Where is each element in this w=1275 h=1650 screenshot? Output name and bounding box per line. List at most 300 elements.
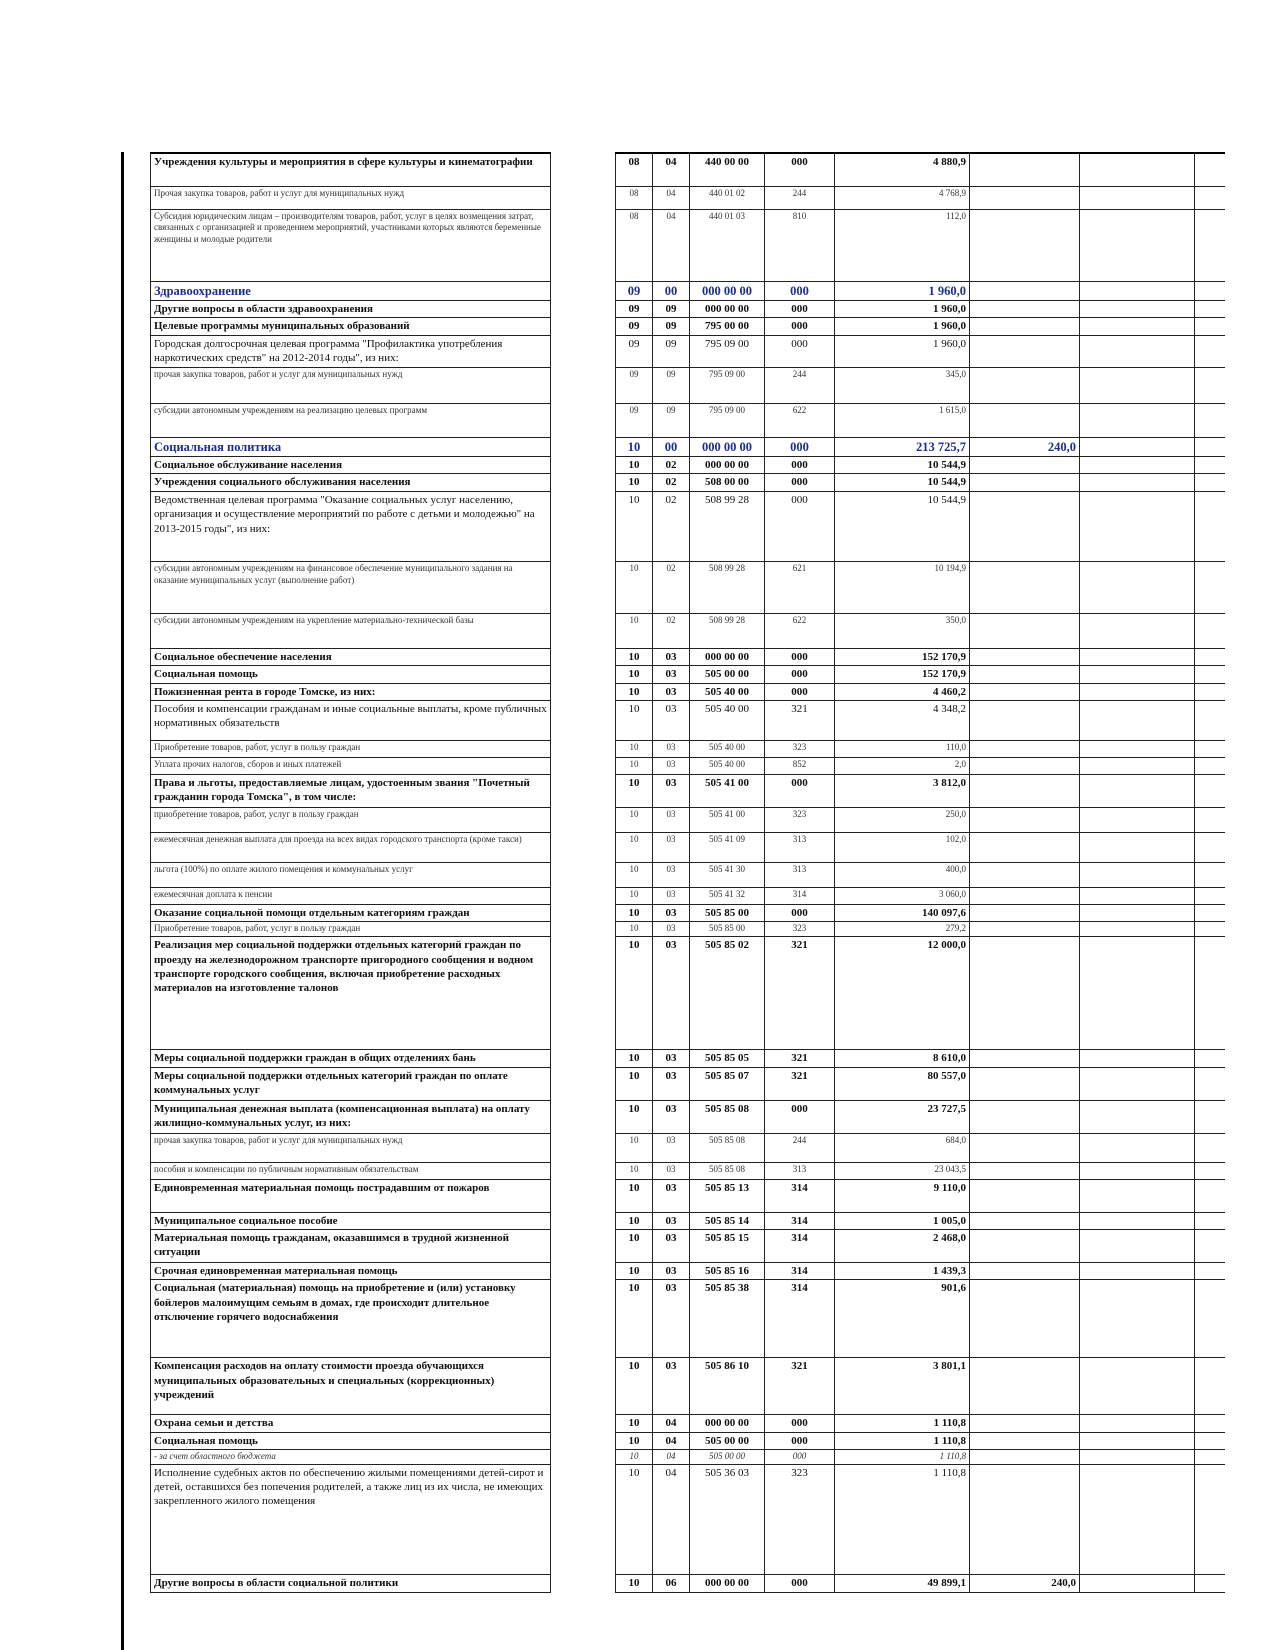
edge-cell: [1195, 666, 1225, 683]
row-additional-amount: [970, 186, 1080, 209]
row-amount: 23 727,5: [835, 1100, 970, 1133]
row-expense-type: 244: [765, 367, 835, 403]
edge-cell: [1195, 403, 1225, 437]
row-subsection-code: 02: [653, 614, 690, 649]
row-amount: 2 468,0: [835, 1229, 970, 1262]
row-expense-type: 000: [765, 336, 835, 368]
row-target-code: 795 09 00: [690, 403, 765, 437]
gap-cell: [551, 437, 616, 456]
row-subsection-code: 02: [653, 456, 690, 473]
gap-cell: [551, 683, 616, 700]
row-name: Исполнение судебных актов по обеспечению жилыми помещениями детей-сирот и детей, оставшихся без попечения родителей, а также лиц из их числа, не имеющих закрепленного жилого помещения: [151, 1464, 551, 1574]
row-additional-amount: [970, 775, 1080, 808]
row-amount: 1 960,0: [835, 336, 970, 368]
blank-cell: [1080, 318, 1195, 336]
edge-cell: [1195, 1133, 1225, 1162]
gap-cell: [551, 758, 616, 775]
table-row: [151, 1574, 1225, 1592]
row-additional-amount: [970, 614, 1080, 649]
row-expense-type: 000: [765, 775, 835, 808]
row-subsection-code: 03: [653, 1262, 690, 1279]
row-section-code: 10: [616, 1464, 653, 1574]
row-additional-amount: [970, 1133, 1080, 1162]
row-section-code: 10: [616, 562, 653, 614]
row-subsection-code: 09: [653, 336, 690, 368]
row-additional-amount: [970, 701, 1080, 741]
blank-cell: [1080, 186, 1195, 209]
row-section-code: 09: [616, 281, 653, 300]
edge-cell: [1195, 1280, 1225, 1358]
row-section-code: 10: [616, 1162, 653, 1179]
row-expense-type: 000: [765, 1100, 835, 1133]
row-expense-type: 621: [765, 562, 835, 614]
row-section-code: 10: [616, 741, 653, 758]
row-subsection-code: 03: [653, 1067, 690, 1100]
blank-cell: [1080, 281, 1195, 300]
row-additional-amount: [970, 758, 1080, 775]
table-row: [151, 367, 1225, 403]
row-additional-amount: [970, 683, 1080, 700]
row-subsection-code: 00: [653, 281, 690, 300]
blank-cell: [1080, 1162, 1195, 1179]
blank-cell: [1080, 649, 1195, 666]
row-amount: 80 557,0: [835, 1067, 970, 1100]
row-expense-type: 000: [765, 492, 835, 562]
row-target-code: 505 41 30: [690, 863, 765, 888]
row-section-code: 10: [616, 1280, 653, 1358]
row-subsection-code: 03: [653, 922, 690, 937]
row-amount: 10 544,9: [835, 492, 970, 562]
row-target-code: 505 36 03: [690, 1464, 765, 1574]
row-expense-type: 323: [765, 1464, 835, 1574]
row-subsection-code: 03: [653, 683, 690, 700]
table-row: [151, 437, 1225, 456]
table-row: [151, 281, 1225, 300]
table-row: [151, 1464, 1225, 1574]
row-expense-type: 323: [765, 922, 835, 937]
row-name: Здравоохранение: [151, 281, 551, 300]
row-name: - за счет областного бюджета: [151, 1449, 551, 1464]
row-amount: 152 170,9: [835, 666, 970, 683]
edge-cell: [1195, 1415, 1225, 1432]
row-subsection-code: 03: [653, 1050, 690, 1067]
row-target-code: 505 85 16: [690, 1262, 765, 1279]
row-target-code: 505 85 08: [690, 1100, 765, 1133]
table-row: [151, 1229, 1225, 1262]
row-target-code: 000 00 00: [690, 437, 765, 456]
blank-cell: [1080, 1133, 1195, 1162]
blank-cell: [1080, 562, 1195, 614]
row-name: Права и льготы, предоставляемые лицам, удостоенным звания "Почетный гражданин города Томска", в том числе:: [151, 775, 551, 808]
row-target-code: 000 00 00: [690, 649, 765, 666]
table-row: [151, 614, 1225, 649]
row-amount: 23 043,5: [835, 1162, 970, 1179]
row-target-code: 505 85 02: [690, 937, 765, 1050]
table-row: [151, 649, 1225, 666]
row-amount: 213 725,7: [835, 437, 970, 456]
table-row: [151, 1133, 1225, 1162]
table-row: [151, 937, 1225, 1050]
row-section-code: 10: [616, 863, 653, 888]
gap-cell: [551, 937, 616, 1050]
row-expense-type: 000: [765, 437, 835, 456]
row-amount: 1 960,0: [835, 318, 970, 336]
row-additional-amount: [970, 153, 1080, 186]
table-row: [151, 701, 1225, 741]
edge-cell: [1195, 905, 1225, 922]
row-name: Материальная помощь гражданам, оказавшимся в трудной жизненной ситуации: [151, 1229, 551, 1262]
edge-cell: [1195, 318, 1225, 336]
row-section-code: 10: [616, 775, 653, 808]
row-section-code: 09: [616, 336, 653, 368]
blank-cell: [1080, 1179, 1195, 1212]
gap-cell: [551, 1162, 616, 1179]
row-name: Учреждения культуры и мероприятия в сфере культуры и кинематографии: [151, 153, 551, 186]
row-additional-amount: [970, 318, 1080, 336]
edge-cell: [1195, 1179, 1225, 1212]
row-target-code: 508 99 28: [690, 492, 765, 562]
row-amount: 400,0: [835, 863, 970, 888]
row-target-code: 505 40 00: [690, 683, 765, 700]
row-expense-type: 321: [765, 1067, 835, 1100]
row-additional-amount: [970, 1100, 1080, 1133]
table-row: [151, 318, 1225, 336]
edge-cell: [1195, 209, 1225, 281]
row-subsection-code: 04: [653, 153, 690, 186]
gap-cell: [551, 1212, 616, 1229]
row-expense-type: 810: [765, 209, 835, 281]
row-amount: 140 097,6: [835, 905, 970, 922]
row-target-code: 505 40 00: [690, 758, 765, 775]
row-section-code: 08: [616, 186, 653, 209]
row-subsection-code: 09: [653, 403, 690, 437]
edge-cell: [1195, 1449, 1225, 1464]
row-amount: 10 194,9: [835, 562, 970, 614]
edge-cell: [1195, 1229, 1225, 1262]
edge-cell: [1195, 1050, 1225, 1067]
edge-cell: [1195, 437, 1225, 456]
blank-cell: [1080, 336, 1195, 368]
blank-cell: [1080, 1574, 1195, 1592]
row-subsection-code: 04: [653, 186, 690, 209]
row-amount: 3 801,1: [835, 1358, 970, 1415]
row-additional-amount: [970, 1050, 1080, 1067]
row-additional-amount: [970, 1229, 1080, 1262]
row-target-code: 440 00 00: [690, 153, 765, 186]
row-section-code: 09: [616, 403, 653, 437]
gap-cell: [551, 666, 616, 683]
row-additional-amount: [970, 922, 1080, 937]
row-expense-type: 313: [765, 863, 835, 888]
row-section-code: 08: [616, 209, 653, 281]
row-section-code: 10: [616, 1574, 653, 1592]
row-additional-amount: [970, 1280, 1080, 1358]
edge-cell: [1195, 833, 1225, 863]
row-subsection-code: 03: [653, 833, 690, 863]
gap-cell: [551, 336, 616, 368]
blank-cell: [1080, 922, 1195, 937]
blank-cell: [1080, 403, 1195, 437]
row-amount: 1 110,8: [835, 1464, 970, 1574]
gap-cell: [551, 281, 616, 300]
row-name: прочая закупка товаров, работ и услуг для муниципальных нужд: [151, 1133, 551, 1162]
row-additional-amount: [970, 492, 1080, 562]
edge-cell: [1195, 1358, 1225, 1415]
row-name: Приобретение товаров, работ, услуг в пользу граждан: [151, 741, 551, 758]
blank-cell: [1080, 209, 1195, 281]
blank-cell: [1080, 1358, 1195, 1415]
row-section-code: 10: [616, 922, 653, 937]
row-section-code: 09: [616, 367, 653, 403]
row-target-code: 505 40 00: [690, 741, 765, 758]
row-amount: 901,6: [835, 1280, 970, 1358]
row-section-code: 10: [616, 1212, 653, 1229]
edge-cell: [1195, 562, 1225, 614]
row-amount: 12 000,0: [835, 937, 970, 1050]
row-section-code: 10: [616, 833, 653, 863]
edge-cell: [1195, 741, 1225, 758]
row-name: Уплата прочих налогов, сборов и иных платежей: [151, 758, 551, 775]
row-expense-type: 000: [765, 683, 835, 700]
row-additional-amount: 240,0: [970, 437, 1080, 456]
gap-cell: [551, 888, 616, 905]
row-target-code: 505 85 13: [690, 1179, 765, 1212]
table-row: [151, 775, 1225, 808]
gap-cell: [551, 1464, 616, 1574]
row-name: пособия и компенсации по публичным нормативным обязательствам: [151, 1162, 551, 1179]
row-target-code: 505 41 00: [690, 775, 765, 808]
row-amount: 250,0: [835, 808, 970, 833]
row-expense-type: 321: [765, 937, 835, 1050]
gap-cell: [551, 300, 616, 317]
row-subsection-code: 03: [653, 649, 690, 666]
row-subsection-code: 03: [653, 701, 690, 741]
row-additional-amount: [970, 905, 1080, 922]
row-subsection-code: 02: [653, 492, 690, 562]
row-subsection-code: 03: [653, 1229, 690, 1262]
gap-cell: [551, 833, 616, 863]
row-additional-amount: [970, 666, 1080, 683]
row-section-code: 10: [616, 1179, 653, 1212]
row-amount: 2,0: [835, 758, 970, 775]
table-row: [151, 808, 1225, 833]
gap-cell: [551, 1067, 616, 1100]
gap-cell: [551, 492, 616, 562]
row-expense-type: 244: [765, 186, 835, 209]
row-additional-amount: [970, 474, 1080, 492]
row-expense-type: 321: [765, 701, 835, 741]
row-name: Меры социальной поддержки граждан в общих отделениях бань: [151, 1050, 551, 1067]
blank-cell: [1080, 456, 1195, 473]
gap-cell: [551, 649, 616, 666]
row-section-code: 10: [616, 1262, 653, 1279]
table-row: [151, 683, 1225, 700]
gap-cell: [551, 367, 616, 403]
edge-cell: [1195, 474, 1225, 492]
row-expense-type: 313: [765, 833, 835, 863]
row-name: приобретение товаров, работ, услуг в пользу граждан: [151, 808, 551, 833]
row-additional-amount: [970, 1262, 1080, 1279]
row-name: Социальное обслуживание населения: [151, 456, 551, 473]
row-expense-type: 314: [765, 1179, 835, 1212]
row-expense-type: 000: [765, 300, 835, 317]
row-amount: 110,0: [835, 741, 970, 758]
blank-cell: [1080, 474, 1195, 492]
row-amount: 345,0: [835, 367, 970, 403]
blank-cell: [1080, 666, 1195, 683]
row-section-code: 10: [616, 1449, 653, 1464]
row-name: Городская долгосрочная целевая программа "Профилактика употребления наркотических средств" на 2012-2014 годы", из них:: [151, 336, 551, 368]
row-expense-type: 323: [765, 741, 835, 758]
blank-cell: [1080, 1067, 1195, 1100]
gap-cell: [551, 1574, 616, 1592]
edge-cell: [1195, 1067, 1225, 1100]
gap-cell: [551, 1229, 616, 1262]
row-additional-amount: [970, 367, 1080, 403]
row-expense-type: 622: [765, 403, 835, 437]
edge-cell: [1195, 937, 1225, 1050]
row-name: Муниципальная денежная выплата (компенсационная выплата) на оплату жилищно-коммунальных услуг, из них:: [151, 1100, 551, 1133]
row-expense-type: 000: [765, 281, 835, 300]
table-row: [151, 562, 1225, 614]
table-row: [151, 492, 1225, 562]
blank-cell: [1080, 833, 1195, 863]
edge-cell: [1195, 1100, 1225, 1133]
row-additional-amount: [970, 1067, 1080, 1100]
gap-cell: [551, 1262, 616, 1279]
row-amount: 3 812,0: [835, 775, 970, 808]
table-row: [151, 186, 1225, 209]
blank-cell: [1080, 937, 1195, 1050]
row-additional-amount: [970, 863, 1080, 888]
row-name: льгота (100%) по оплате жилого помещения и коммунальных услуг: [151, 863, 551, 888]
row-amount: 1 110,8: [835, 1432, 970, 1449]
row-additional-amount: [970, 1162, 1080, 1179]
row-name: Компенсация расходов на оплату стоимости проезда обучающихся муниципальных образовательных и специальных (коррекционных) учреждений: [151, 1358, 551, 1415]
edge-cell: [1195, 701, 1225, 741]
row-amount: 279,2: [835, 922, 970, 937]
blank-cell: [1080, 1415, 1195, 1432]
row-additional-amount: [970, 808, 1080, 833]
row-expense-type: 000: [765, 666, 835, 683]
row-target-code: 505 00 00: [690, 666, 765, 683]
row-section-code: 10: [616, 1229, 653, 1262]
blank-cell: [1080, 367, 1195, 403]
blank-cell: [1080, 808, 1195, 833]
row-expense-type: 622: [765, 614, 835, 649]
table-row: [151, 1067, 1225, 1100]
edge-cell: [1195, 1464, 1225, 1574]
row-additional-amount: [970, 1358, 1080, 1415]
row-name: субсидии автономным учреждениям на реализацию целевых программ: [151, 403, 551, 437]
row-section-code: 10: [616, 614, 653, 649]
row-name: прочая закупка товаров, работ и услуг для муниципальных нужд: [151, 367, 551, 403]
edge-cell: [1195, 649, 1225, 666]
row-target-code: 440 01 03: [690, 209, 765, 281]
edge-cell: [1195, 614, 1225, 649]
row-section-code: 10: [616, 1133, 653, 1162]
row-amount: 1 110,8: [835, 1449, 970, 1464]
row-section-code: 10: [616, 683, 653, 700]
row-name: Охрана семьи и детства: [151, 1415, 551, 1432]
gap-cell: [551, 775, 616, 808]
row-expense-type: 000: [765, 1449, 835, 1464]
blank-cell: [1080, 1212, 1195, 1229]
gap-cell: [551, 922, 616, 937]
blank-cell: [1080, 741, 1195, 758]
row-name: Срочная единовременная материальная помощь: [151, 1262, 551, 1279]
gap-cell: [551, 209, 616, 281]
table-row: [151, 863, 1225, 888]
row-additional-amount: 240,0: [970, 1574, 1080, 1592]
row-subsection-code: 04: [653, 1432, 690, 1449]
row-name: Пожизненная рента в городе Томске, из них:: [151, 683, 551, 700]
row-amount: 1 439,3: [835, 1262, 970, 1279]
row-target-code: 505 85 08: [690, 1133, 765, 1162]
gap-cell: [551, 1449, 616, 1464]
table-row: [151, 1162, 1225, 1179]
row-subsection-code: 04: [653, 209, 690, 281]
table-row: [151, 1050, 1225, 1067]
edge-cell: [1195, 456, 1225, 473]
blank-cell: [1080, 1100, 1195, 1133]
edge-cell: [1195, 1262, 1225, 1279]
table-row: [151, 1179, 1225, 1212]
row-name: Ведомственная целевая программа "Оказание социальных услуг населению, организация и осуществление мероприятий по работе с детьми и молодежью" на 2013-2015 годы", из них:: [151, 492, 551, 562]
row-section-code: 10: [616, 666, 653, 683]
row-additional-amount: [970, 281, 1080, 300]
row-amount: 4 768,9: [835, 186, 970, 209]
row-section-code: 10: [616, 1415, 653, 1432]
edge-cell: [1195, 281, 1225, 300]
row-amount: 102,0: [835, 833, 970, 863]
row-expense-type: 314: [765, 1280, 835, 1358]
row-amount: 9 110,0: [835, 1179, 970, 1212]
blank-cell: [1080, 1449, 1195, 1464]
row-target-code: 508 00 00: [690, 474, 765, 492]
row-target-code: 505 41 00: [690, 808, 765, 833]
row-subsection-code: 03: [653, 1100, 690, 1133]
edge-cell: [1195, 300, 1225, 317]
table-row: [151, 153, 1225, 186]
edge-cell: [1195, 1574, 1225, 1592]
row-subsection-code: 03: [653, 1133, 690, 1162]
row-subsection-code: 00: [653, 437, 690, 456]
row-subsection-code: 03: [653, 1358, 690, 1415]
row-target-code: 505 85 15: [690, 1229, 765, 1262]
edge-cell: [1195, 186, 1225, 209]
row-subsection-code: 04: [653, 1415, 690, 1432]
row-amount: 4 880,9: [835, 153, 970, 186]
row-name: Оказание социальной помощи отдельным категориям граждан: [151, 905, 551, 922]
row-target-code: 505 85 08: [690, 1162, 765, 1179]
row-target-code: 440 01 02: [690, 186, 765, 209]
row-subsection-code: 02: [653, 562, 690, 614]
row-amount: 1 615,0: [835, 403, 970, 437]
blank-cell: [1080, 1229, 1195, 1262]
table-row: [151, 1358, 1225, 1415]
row-name: Социальное обеспечение населения: [151, 649, 551, 666]
row-name: Социальная (материальная) помощь на приобретение и (или) установку бойлеров малоимущим семьям в домах, где происходит длительное отключение горячего водоснабжения: [151, 1280, 551, 1358]
row-target-code: 505 00 00: [690, 1432, 765, 1449]
row-additional-amount: [970, 649, 1080, 666]
blank-cell: [1080, 1050, 1195, 1067]
edge-cell: [1195, 683, 1225, 700]
row-expense-type: 314: [765, 1212, 835, 1229]
row-amount: 10 544,9: [835, 456, 970, 473]
table-row: [151, 1212, 1225, 1229]
row-subsection-code: 03: [653, 863, 690, 888]
